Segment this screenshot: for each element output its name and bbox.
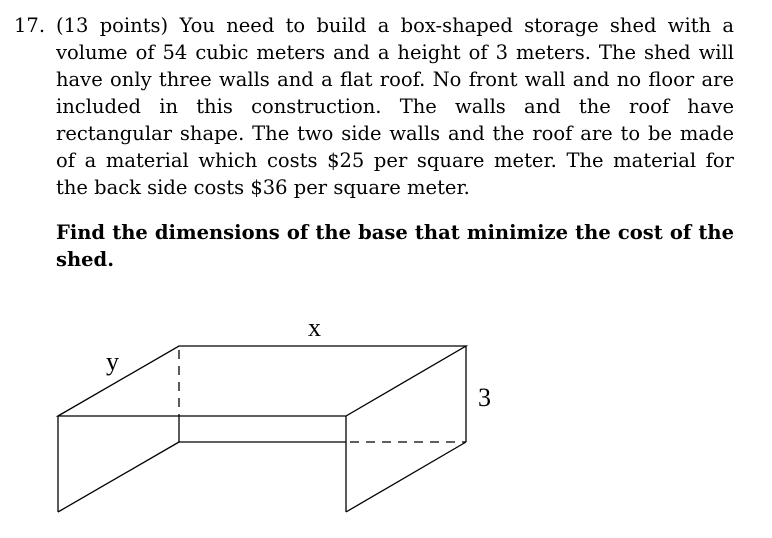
problem-statement bbox=[14, 12, 734, 201]
problem-number: 17. bbox=[14, 14, 46, 37]
dimension-label-y: y bbox=[106, 347, 119, 376]
dimension-label-x: x bbox=[308, 313, 321, 342]
roof-outline bbox=[58, 346, 466, 416]
shed-diagram bbox=[0, 300, 772, 534]
left-wall-bottom-edge bbox=[58, 442, 179, 512]
problem-statement-text: (13 points) You need to build a box-shaped storage shed with a volume of 54 cubic meters and a height of 3 meters. The shed will have only three walls and a flat roof. No front wall and no floor are included in this construction. The walls and the roof have rectangular shape. The two side walls and the roof are to be made of a material which costs $25 per square meter. The material for the back side costs $36 per square meter. bbox=[56, 14, 734, 199]
dimension-label-height: 3 bbox=[478, 383, 491, 412]
shed-diagram-svg bbox=[0, 300, 772, 534]
problem-task: Find the dimensions of the base that minimize the cost of the shed. bbox=[56, 221, 734, 271]
right-wall-bottom-edge bbox=[346, 442, 466, 512]
problem-block bbox=[14, 12, 734, 273]
